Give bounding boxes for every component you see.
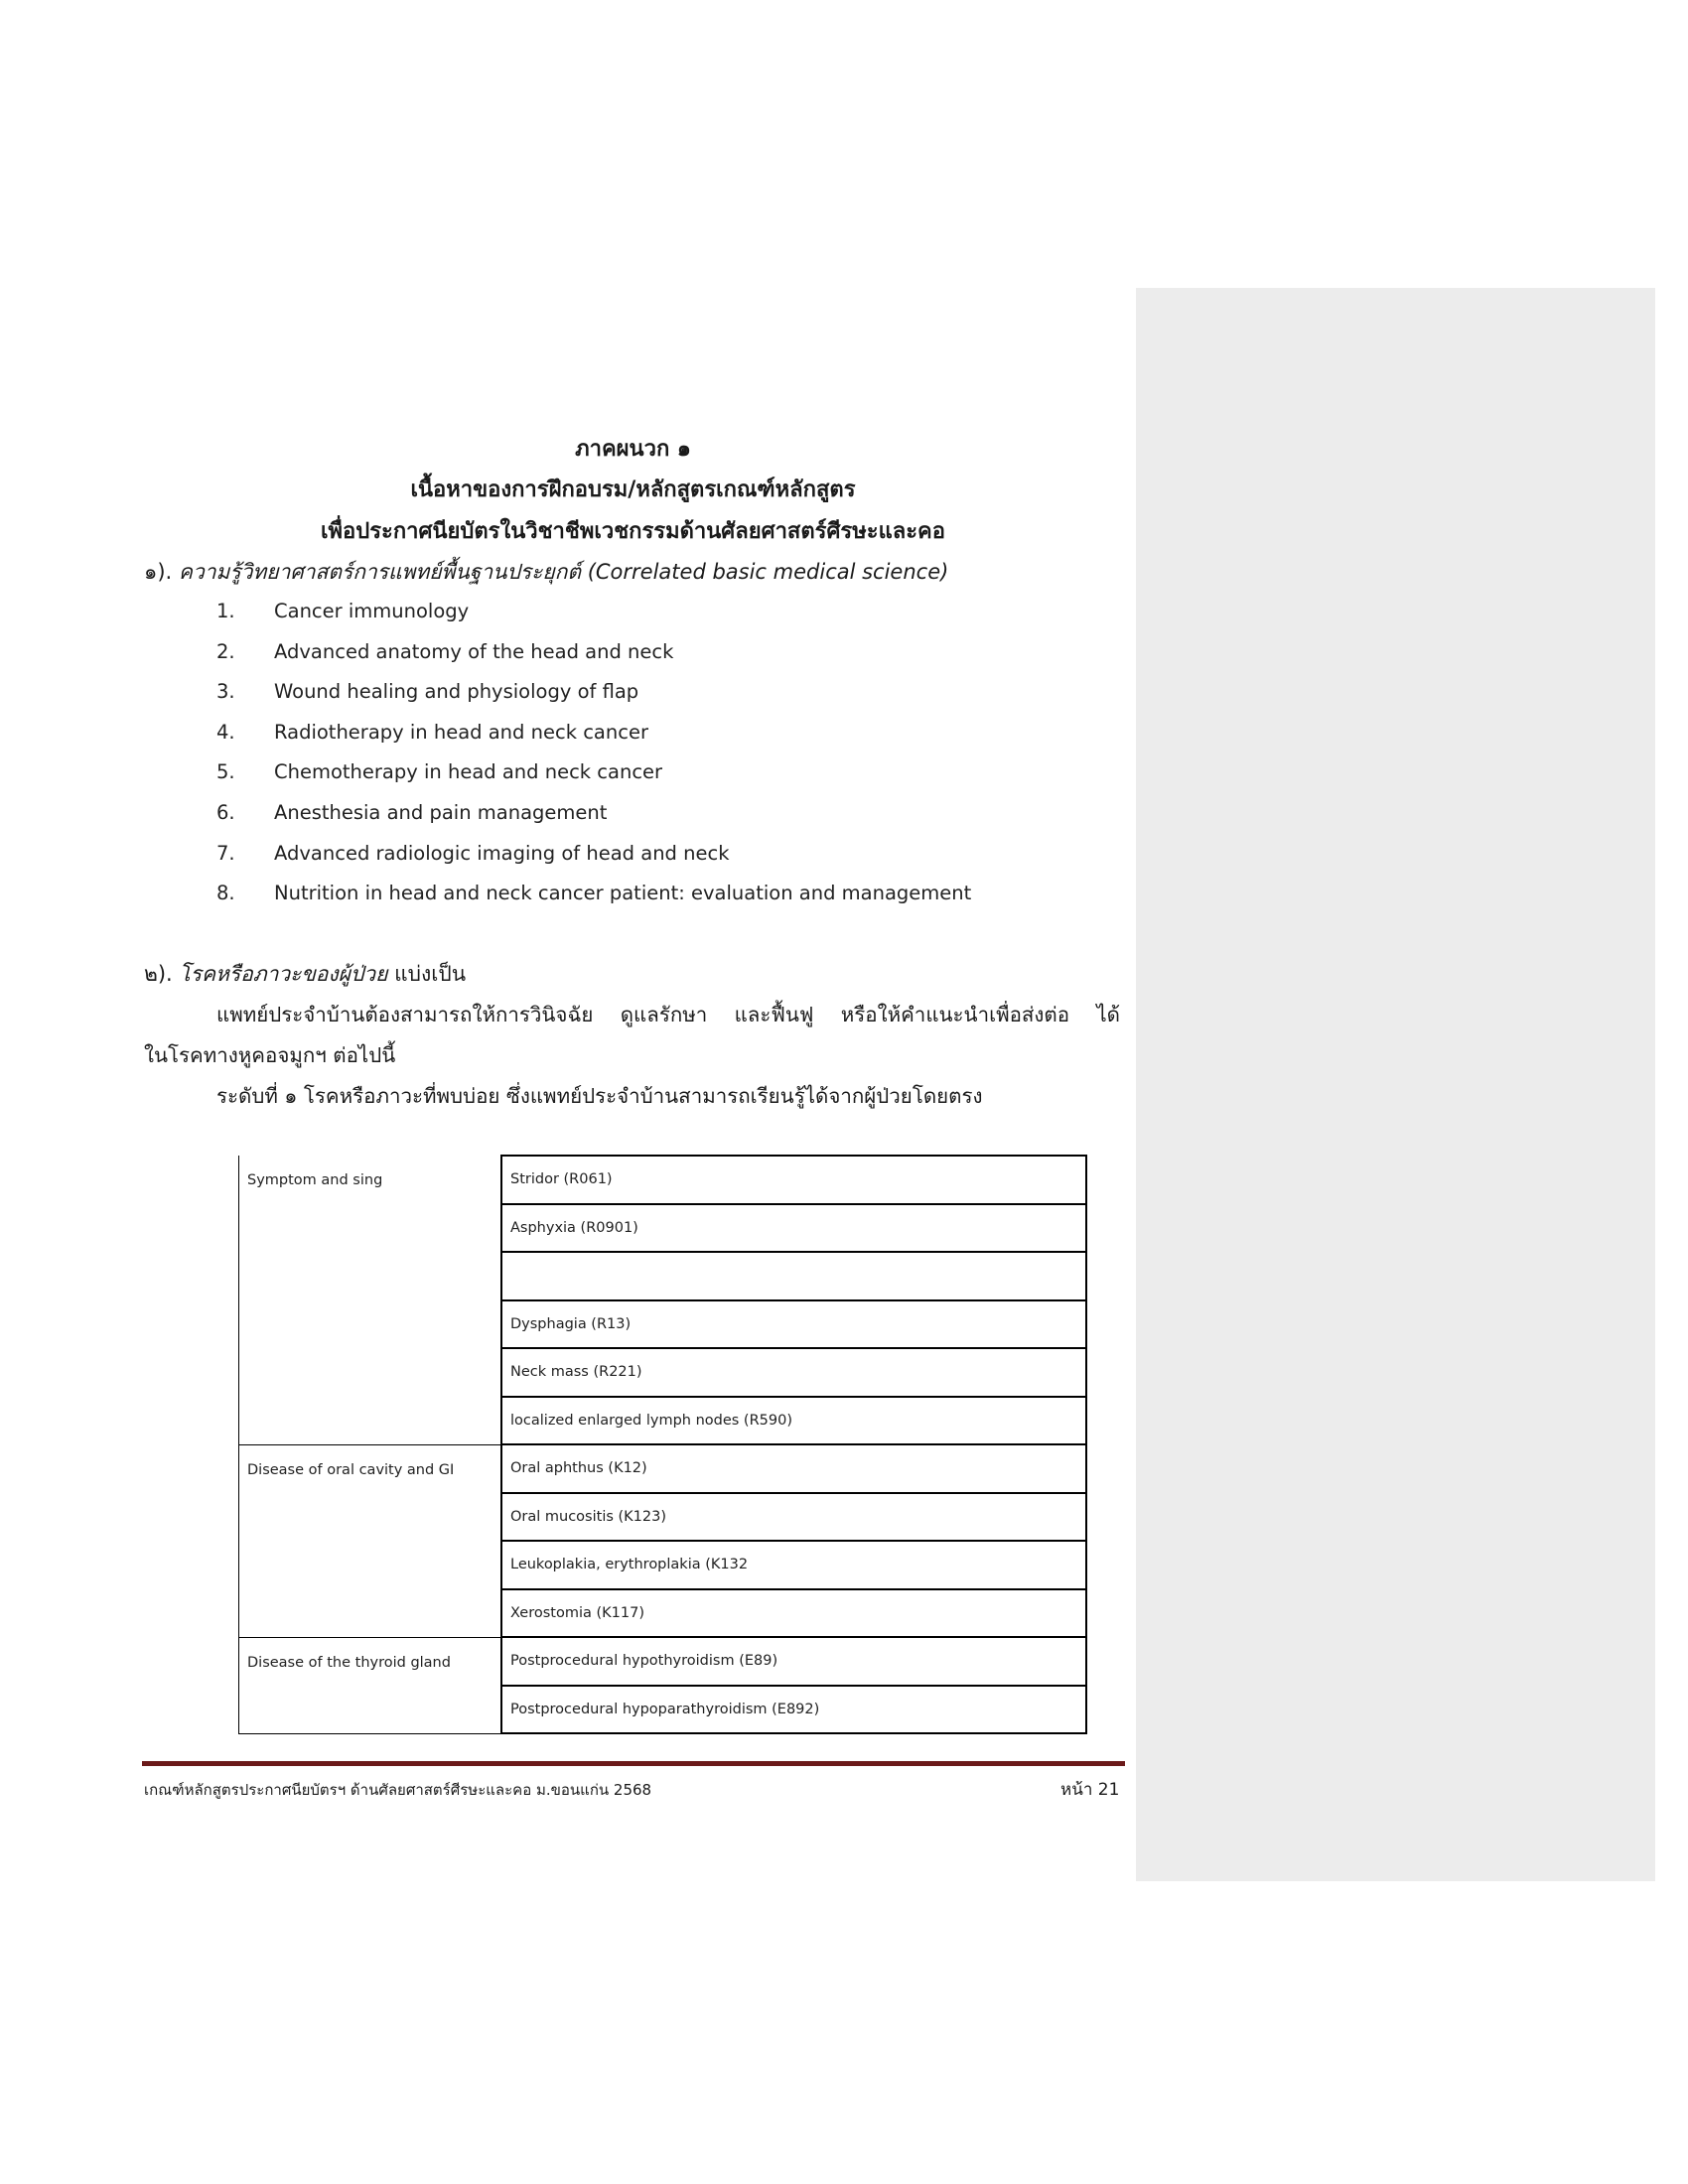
list-item [216,760,971,801]
section-2-heading [144,958,466,991]
list-item [216,680,971,721]
paragraph-word: ได้ [1096,1003,1120,1026]
paragraph-word: หรือให้คำแนะนำเพื่อส่งต่อ [840,1003,1070,1026]
footer-document-title: เกณฑ์หลักสูตรประกาศนียบัตรฯ ด้านศัลยศาสตร์ศีรษะและคอ ม.ขอนแก่น 2568 [144,1781,652,1799]
section-2-paragraph-line-1 [216,999,1120,1031]
appendix-title: ภาคผนวก ๑ [575,437,691,462]
basic-science-list [216,600,971,922]
diagnosis-cell: Oral aphthus (K12) [501,1444,1086,1493]
paragraph-word: ดูแลรักษา [620,1003,708,1026]
list-item [216,842,971,883]
paragraph-word: และฟื้นฟู [734,1003,814,1026]
diagnosis-cell: Stridor (R061) [501,1156,1086,1204]
section-1-heading [144,556,948,589]
table-row [239,1444,1087,1493]
list-item [216,600,971,640]
list-item [216,640,971,681]
content-title: เนื้อหาของการฝึกอบรม/หลักสูตรเกณฑ์หลักสูตร [410,478,856,502]
diagnosis-cell: Asphyxia (R0901) [501,1204,1086,1253]
section-2-number: ๒). [144,962,173,986]
list-item-text: Nutrition in head and neck cancer patient: evaluation and management [274,882,972,905]
diagnosis-cell: Dysphagia (R13) [501,1300,1086,1349]
list-item-index: 1. [216,600,235,622]
level-1-description: ระดับที่ ๑ โรคหรือภาวะที่พบบ่อย ซึ่งแพทย์ประจำบ้านสามารถเรียนรู้ได้จากผู้ป่วยโดยตรง [216,1084,983,1108]
list-item-text: Radiotherapy in head and neck cancer [274,720,648,744]
list-item-index: 3. [216,680,235,704]
diagnosis-cell: Postprocedural hypoparathyroidism (E892) [501,1686,1086,1734]
diagnosis-cell: Oral mucositis (K123) [501,1493,1086,1542]
section-1-title: ความรู้วิทยาศาสตร์การแพทย์พื้นฐานประยุกต์ (Correlated basic medical science) [178,560,949,584]
list-item [216,801,971,842]
list-item-index: 7. [216,841,235,865]
list-item-text: Chemotherapy in head and neck cancer [274,760,663,784]
diagnosis-cell: Postprocedural hypothyroidism (E89) [501,1637,1086,1686]
category-cell: Disease of oral cavity and GI [239,1444,502,1637]
diagnosis-cell: Neck mass (R221) [501,1348,1086,1397]
page-number: หน้า 21 [1060,1780,1120,1800]
section-1-number: ๑). [144,560,173,584]
list-item-index: 6. [216,800,235,824]
list-item-text: Advanced anatomy of the head and neck [274,639,674,663]
section-2-paragraph-line-2: ในโรคทางหูคอจมูกฯ ต่อไปนี้ [144,1043,396,1067]
diagnosis-cell: localized enlarged lymph nodes (R590) [501,1397,1086,1445]
list-item-index: 2. [216,639,235,663]
category-cell: Disease of the thyroid gland [239,1637,502,1733]
list-item-text: Wound healing and physiology of flap [274,680,639,704]
list-item [216,721,971,761]
section-2-title-suffix: แบ่งเป็น [394,962,467,986]
list-item-text: Anesthesia and pain management [274,800,608,824]
paragraph-word: แพทย์ประจำบ้านต้องสามารถให้การวินิจฉัย [216,1003,594,1026]
list-item-text: Cancer immunology [274,600,470,622]
disease-code-table [238,1155,1087,1734]
footer-rule [142,1761,1125,1766]
diagnosis-cell: Leukoplakia, erythroplakia (K132 [501,1541,1086,1589]
diagnosis-cell: Xerostomia (K117) [501,1589,1086,1638]
list-item-text: Advanced radiologic imaging of head and neck [274,841,730,865]
certificate-title: เพื่อประกาศนียบัตรในวิชาชีพเวชกรรมด้านศัลยศาสตร์ศีรษะและคอ [321,519,945,544]
list-item-index: 5. [216,760,235,784]
list-item-index: 8. [216,882,235,905]
list-item [216,882,971,922]
table-row [239,1637,1087,1686]
diagnosis-cell [501,1252,1086,1300]
table-row [239,1156,1087,1204]
comment-pane [1136,288,1655,1881]
category-cell: Symptom and sing [239,1156,502,1444]
list-item-index: 4. [216,720,235,744]
section-2-title: โรคหรือภาวะของผู้ป่วย [179,962,388,986]
